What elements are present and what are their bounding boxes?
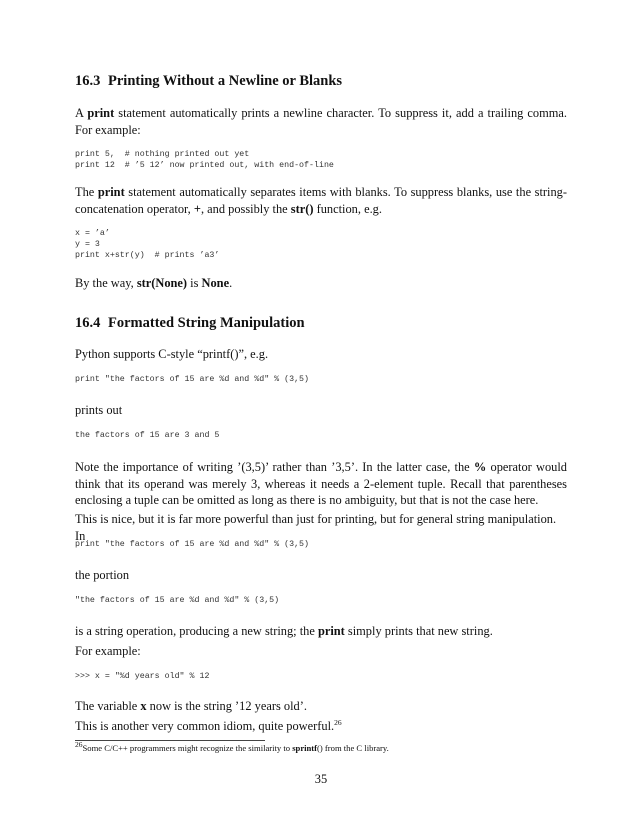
code-block-printf: print "the factors of 15 are %d and %d" % (3,5)	[75, 375, 310, 384]
paragraph-printf: Python supports C-style “printf()”, e.g.	[75, 347, 269, 361]
page-number: 35	[314, 772, 328, 786]
footnote-reference[interactable]: 26	[334, 717, 342, 727]
code-block-trailing-comma: print 5, # nothing printed out yet print 12 # ’5 12’ now printed out, with end-of-line	[75, 150, 334, 170]
paragraph-print-blanks: The print statement automatically separates items with blanks. To suppress blanks, use the string-concatenation operator, +, and possibly the str() function, e.g.	[75, 185, 567, 216]
footnote-mark: 26	[75, 740, 83, 750]
paragraph-common-idiom: This is another very common idiom, quite powerful.$^{26}$	[75, 717, 342, 733]
paragraph-variable-x: The variable x now is the string ’12 years old’.	[75, 699, 307, 713]
paragraph-the-portion: the portion	[75, 568, 130, 582]
paragraph-powerful: This is nice, but it is far more powerful than just for printing, but for general string manipulation. In	[75, 512, 557, 543]
section-title: Formatted String Manipulation	[108, 315, 305, 331]
paragraph-print-newline: A print statement automatically prints a newline character. To suppress it, add a trailing comma. For example:	[75, 106, 567, 137]
code-block-print-again: print "the factors of 15 are %d and %d" % (3,5)	[75, 540, 310, 549]
section-title: Printing Without a Newline or Blanks	[108, 73, 343, 89]
paragraph-for-example: For example:	[75, 644, 141, 658]
paragraph-string-operation: is a string operation, producing a new string; the print simply prints that new string.	[75, 624, 493, 638]
section-heading-16-3	[75, 73, 342, 90]
paragraph-tuple-note: Note the importance of writing ’(3,5)’ rather than ’3,5’. In the latter case, the % operator would think that its operand was merely 3, whereas it needs a 2-element tuple. Recall that parentheses enclosing a tuple can be omitted as long as there is no ambiguity, but that is not the case here.	[75, 460, 567, 507]
code-block-output: the factors of 15 are 3 and 5	[75, 431, 220, 440]
code-block-concatenation: x = ’a’ y = 3 print x+str(y) # prints ’a3’	[75, 229, 220, 260]
section-number: 16.4	[75, 315, 101, 331]
paragraph-prints-out: prints out	[75, 403, 123, 417]
section-number: 16.3	[75, 73, 101, 89]
paragraph-str-none: By the way, str(None) is None.	[75, 276, 233, 290]
code-block-years-old: >>> x = "%d years old" % 12	[75, 672, 210, 681]
section-heading-16-4	[75, 315, 305, 332]
keyword-print: print	[87, 106, 115, 120]
code-block-portion: "the factors of 15 are %d and %d" % (3,5)	[75, 596, 280, 605]
footnote-rule	[75, 740, 265, 741]
footnote: $^{26}$Some C/C++ programmers might recognize the similarity to sprintf() from the C library.	[75, 740, 389, 753]
